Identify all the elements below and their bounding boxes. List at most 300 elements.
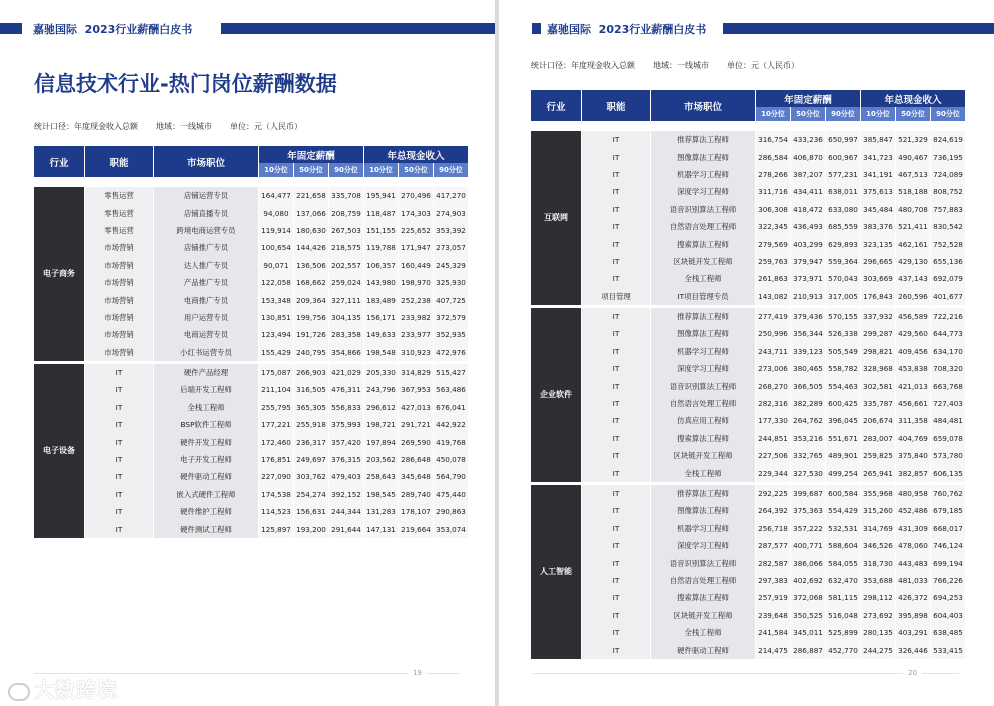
position-cell: 嵌入式硬件工程师 xyxy=(154,486,258,503)
job-cell: IT xyxy=(582,554,650,571)
value-cell: 475,440 xyxy=(434,486,468,503)
table-row xyxy=(531,572,965,589)
value-cell: 450,078 xyxy=(434,451,468,468)
th-position: 市场职位 xyxy=(651,90,755,121)
value-cell: 291,644 xyxy=(329,520,363,537)
value-cell: 322,345 xyxy=(756,218,790,235)
job-cell: IT xyxy=(85,451,153,468)
table-row xyxy=(34,520,468,537)
value-cell: 303,762 xyxy=(294,468,328,485)
value-cell: 151,155 xyxy=(364,222,398,239)
value-cell: 296,612 xyxy=(364,399,398,416)
table-row xyxy=(531,201,965,218)
value-cell: 429,130 xyxy=(896,253,930,270)
value-cell: 94,080 xyxy=(259,204,293,221)
position-cell: 推荐算法工程师 xyxy=(651,308,755,325)
position-cell: 硬件产品经理 xyxy=(154,364,258,381)
value-cell: 746,124 xyxy=(931,537,965,554)
value-cell: 314,769 xyxy=(861,520,895,537)
table-row xyxy=(531,430,965,447)
page-number: 20 xyxy=(903,669,922,677)
position-cell: 全栈工程师 xyxy=(651,464,755,481)
value-cell: 318,730 xyxy=(861,554,895,571)
value-cell: 467,513 xyxy=(896,166,930,183)
value-cell: 472,976 xyxy=(434,344,468,361)
value-cell: 274,903 xyxy=(434,204,468,221)
job-cell: IT xyxy=(85,399,153,416)
value-cell: 396,045 xyxy=(826,412,860,429)
job-cell: IT xyxy=(582,447,650,464)
job-cell: IT xyxy=(582,641,650,658)
position-cell: 全栈工程师 xyxy=(651,270,755,287)
value-cell: 259,763 xyxy=(756,253,790,270)
value-cell: 125,897 xyxy=(259,520,293,537)
value-cell: 273,006 xyxy=(756,360,790,377)
position-cell: 推荐算法工程师 xyxy=(651,131,755,148)
meta-caliber: 统计口径：年度现金收入总额 xyxy=(531,61,635,70)
value-cell: 421,029 xyxy=(329,364,363,381)
value-cell: 123,494 xyxy=(259,326,293,343)
job-cell: 市场营销 xyxy=(85,291,153,308)
value-cell: 372,579 xyxy=(434,309,468,326)
value-cell: 588,604 xyxy=(826,537,860,554)
table-row xyxy=(34,344,468,361)
position-cell: 搜索算法工程师 xyxy=(651,430,755,447)
value-cell: 255,918 xyxy=(294,416,328,433)
value-cell: 353,392 xyxy=(434,222,468,239)
job-cell: IT xyxy=(582,412,650,429)
position-cell: 自然语言处理工程师 xyxy=(651,395,755,412)
th-fixed: 年固定薪酬 xyxy=(259,146,363,163)
value-cell: 298,112 xyxy=(861,589,895,606)
header-brand: 嘉驰国际 xyxy=(547,23,591,36)
value-cell: 199,756 xyxy=(294,309,328,326)
value-cell: 174,538 xyxy=(259,486,293,503)
job-cell: IT xyxy=(582,502,650,519)
value-cell: 268,270 xyxy=(756,377,790,394)
value-cell: 153,348 xyxy=(259,291,293,308)
value-cell: 376,315 xyxy=(329,451,363,468)
value-cell: 824,619 xyxy=(931,131,965,148)
value-cell: 353,688 xyxy=(861,572,895,589)
table-row xyxy=(34,309,468,326)
value-cell: 176,843 xyxy=(861,288,895,305)
position-cell: 图像算法工程师 xyxy=(651,502,755,519)
value-cell: 417,270 xyxy=(434,187,468,204)
value-cell: 352,935 xyxy=(434,326,468,343)
value-cell: 808,752 xyxy=(931,183,965,200)
value-cell: 724,089 xyxy=(931,166,965,183)
th-p10: 10分位 xyxy=(861,107,895,121)
value-cell: 644,773 xyxy=(931,325,965,342)
meta-region: 地域：一线城市 xyxy=(653,61,709,70)
value-cell: 345,484 xyxy=(861,201,895,218)
value-cell: 250,996 xyxy=(756,325,790,342)
value-cell: 480,958 xyxy=(896,485,930,502)
table-row xyxy=(531,288,965,305)
table-row xyxy=(34,486,468,503)
value-cell: 178,107 xyxy=(399,503,433,520)
table-row xyxy=(34,433,468,450)
value-cell: 452,770 xyxy=(826,641,860,658)
value-cell: 261,863 xyxy=(756,270,790,287)
value-cell: 375,840 xyxy=(896,447,930,464)
value-cell: 345,011 xyxy=(791,624,825,641)
value-cell: 489,901 xyxy=(826,447,860,464)
position-cell: 跨境电商运营专员 xyxy=(154,222,258,239)
value-cell: 256,718 xyxy=(756,520,790,537)
value-cell: 346,526 xyxy=(861,537,895,554)
value-cell: 177,221 xyxy=(259,416,293,433)
value-cell: 90,071 xyxy=(259,257,293,274)
value-cell: 119,914 xyxy=(259,222,293,239)
value-cell: 634,170 xyxy=(931,343,965,360)
table-row xyxy=(531,589,965,606)
header-report: 2023行业薪酬白皮书 xyxy=(84,23,193,36)
job-cell: 市场营销 xyxy=(85,257,153,274)
job-cell: IT xyxy=(582,183,650,200)
value-cell: 302,581 xyxy=(861,377,895,394)
table-row xyxy=(531,166,965,183)
value-cell: 244,275 xyxy=(861,641,895,658)
job-cell: 市场营销 xyxy=(85,274,153,291)
table-row xyxy=(34,364,468,381)
position-cell: 搜索算法工程师 xyxy=(651,589,755,606)
position-cell: BSP软件工程师 xyxy=(154,416,258,433)
header-accent-bar xyxy=(532,23,541,34)
table-row xyxy=(531,131,965,148)
position-cell: 区块链开发工程师 xyxy=(651,253,755,270)
table-row xyxy=(531,554,965,571)
th-p10: 10分位 xyxy=(259,163,293,177)
value-cell: 210,913 xyxy=(791,288,825,305)
job-cell: IT xyxy=(85,416,153,433)
value-cell: 337,932 xyxy=(861,308,895,325)
value-cell: 195,941 xyxy=(364,187,398,204)
table-row xyxy=(34,468,468,485)
value-cell: 380,465 xyxy=(791,360,825,377)
position-cell: 深度学习工程师 xyxy=(651,360,755,377)
value-cell: 197,894 xyxy=(364,433,398,450)
value-cell: 556,833 xyxy=(329,399,363,416)
table-body xyxy=(531,121,965,659)
value-cell: 663,768 xyxy=(931,377,965,394)
table-row xyxy=(531,520,965,537)
job-cell: IT xyxy=(582,201,650,218)
table-row xyxy=(531,270,965,287)
value-cell: 532,531 xyxy=(826,520,860,537)
th-fixed: 年固定薪酬 xyxy=(756,90,860,107)
value-cell: 679,185 xyxy=(931,502,965,519)
value-cell: 499,254 xyxy=(826,464,860,481)
job-cell: IT xyxy=(582,253,650,270)
job-cell: IT xyxy=(582,377,650,394)
th-p90: 90分位 xyxy=(434,163,468,177)
table-row xyxy=(531,412,965,429)
value-cell: 353,074 xyxy=(434,520,468,537)
value-cell: 176,851 xyxy=(259,451,293,468)
value-cell: 421,013 xyxy=(896,377,930,394)
value-cell: 229,344 xyxy=(756,464,790,481)
header-title xyxy=(547,21,706,37)
value-cell: 480,708 xyxy=(896,201,930,218)
value-cell: 382,857 xyxy=(896,464,930,481)
value-cell: 198,548 xyxy=(364,344,398,361)
value-cell: 650,997 xyxy=(826,131,860,148)
value-cell: 175,087 xyxy=(259,364,293,381)
value-cell: 273,057 xyxy=(434,239,468,256)
position-cell: 店铺运营专员 xyxy=(154,187,258,204)
value-cell: 221,658 xyxy=(294,187,328,204)
value-cell: 554,429 xyxy=(826,502,860,519)
value-cell: 202,557 xyxy=(329,257,363,274)
table-row xyxy=(34,326,468,343)
salary-table-right xyxy=(530,90,966,659)
value-cell: 206,674 xyxy=(861,412,895,429)
value-cell: 570,043 xyxy=(826,270,860,287)
value-cell: 382,289 xyxy=(791,395,825,412)
value-cell: 564,790 xyxy=(434,468,468,485)
position-cell: 店铺推广专员 xyxy=(154,239,258,256)
value-cell: 373,971 xyxy=(791,270,825,287)
footer-rule xyxy=(533,673,959,674)
value-cell: 521,329 xyxy=(896,131,930,148)
value-cell: 172,460 xyxy=(259,433,293,450)
value-cell: 183,489 xyxy=(364,291,398,308)
table-row xyxy=(531,360,965,377)
job-cell: IT xyxy=(85,503,153,520)
value-cell: 118,487 xyxy=(364,204,398,221)
job-cell: IT xyxy=(85,468,153,485)
value-cell: 191,726 xyxy=(294,326,328,343)
position-cell: 硬件驱动工程师 xyxy=(651,641,755,658)
value-cell: 757,883 xyxy=(931,201,965,218)
value-cell: 476,311 xyxy=(329,381,363,398)
value-cell: 203,562 xyxy=(364,451,398,468)
industry-cell: 人工智能 xyxy=(531,485,581,659)
value-cell: 291,721 xyxy=(399,416,433,433)
value-cell: 100,654 xyxy=(259,239,293,256)
value-cell: 106,357 xyxy=(364,257,398,274)
value-cell: 205,330 xyxy=(364,364,398,381)
job-cell: IT xyxy=(582,464,650,481)
meta-unit: 单位：元（人民币） xyxy=(230,122,302,131)
value-cell: 401,677 xyxy=(931,288,965,305)
position-cell: 深度学习工程师 xyxy=(651,183,755,200)
value-cell: 456,589 xyxy=(896,308,930,325)
value-cell: 433,236 xyxy=(791,131,825,148)
value-cell: 409,456 xyxy=(896,343,930,360)
value-cell: 633,080 xyxy=(826,201,860,218)
salary-table-left xyxy=(33,146,469,538)
value-cell: 335,708 xyxy=(329,187,363,204)
job-cell: IT xyxy=(582,395,650,412)
value-cell: 327,530 xyxy=(791,464,825,481)
value-cell: 570,155 xyxy=(826,308,860,325)
th-p90: 90分位 xyxy=(329,163,363,177)
value-cell: 462,161 xyxy=(896,235,930,252)
position-cell: 推荐算法工程师 xyxy=(651,485,755,502)
job-cell: IT xyxy=(582,537,650,554)
value-cell: 289,740 xyxy=(399,486,433,503)
value-cell: 290,863 xyxy=(434,503,468,520)
table-row xyxy=(34,451,468,468)
table-row xyxy=(34,204,468,221)
job-cell: IT xyxy=(582,325,650,342)
value-cell: 518,188 xyxy=(896,183,930,200)
value-cell: 252,238 xyxy=(399,291,433,308)
value-cell: 168,662 xyxy=(294,274,328,291)
value-cell: 375,993 xyxy=(329,416,363,433)
value-cell: 297,383 xyxy=(756,572,790,589)
value-cell: 379,947 xyxy=(791,253,825,270)
value-cell: 243,796 xyxy=(364,381,398,398)
table-row xyxy=(34,239,468,256)
value-cell: 736,195 xyxy=(931,148,965,165)
value-cell: 655,136 xyxy=(931,253,965,270)
value-cell: 177,330 xyxy=(756,412,790,429)
value-cell: 314,829 xyxy=(399,364,433,381)
value-cell: 515,427 xyxy=(434,364,468,381)
position-cell: 店铺直播专员 xyxy=(154,204,258,221)
th-p50: 50分位 xyxy=(791,107,825,121)
table-row xyxy=(34,187,468,204)
value-cell: 304,135 xyxy=(329,309,363,326)
value-cell: 131,283 xyxy=(364,503,398,520)
value-cell: 258,643 xyxy=(364,468,398,485)
table-row xyxy=(34,222,468,239)
table-row xyxy=(34,416,468,433)
value-cell: 164,477 xyxy=(259,187,293,204)
page-number: 19 xyxy=(408,669,427,677)
value-cell: 233,977 xyxy=(399,326,433,343)
job-cell: 零售运营 xyxy=(85,187,153,204)
value-cell: 387,207 xyxy=(791,166,825,183)
value-cell: 174,303 xyxy=(399,204,433,221)
job-cell: 零售运营 xyxy=(85,222,153,239)
th-total: 年总现金收入 xyxy=(861,90,965,107)
job-cell: IT xyxy=(582,131,650,148)
value-cell: 316,505 xyxy=(294,381,328,398)
value-cell: 577,231 xyxy=(826,166,860,183)
position-cell: 电子开发工程师 xyxy=(154,451,258,468)
meta-unit: 单位：元（人民币） xyxy=(727,61,799,70)
job-cell: 市场营销 xyxy=(85,239,153,256)
table-row xyxy=(531,325,965,342)
table-row xyxy=(531,502,965,519)
position-cell: 自然语言处理工程师 xyxy=(651,218,755,235)
position-cell: 全栈工程师 xyxy=(154,399,258,416)
value-cell: 286,648 xyxy=(399,451,433,468)
value-cell: 385,847 xyxy=(861,131,895,148)
position-cell: 搜索算法工程师 xyxy=(651,235,755,252)
table-row xyxy=(34,399,468,416)
th-job: 职能 xyxy=(582,90,650,121)
job-cell: IT xyxy=(582,308,650,325)
watermark-logo-icon xyxy=(8,683,30,701)
value-cell: 443,483 xyxy=(896,554,930,571)
position-cell: 机器学习工程师 xyxy=(651,520,755,537)
value-cell: 437,143 xyxy=(896,270,930,287)
value-cell: 335,787 xyxy=(861,395,895,412)
table-row xyxy=(531,537,965,554)
value-cell: 323,135 xyxy=(861,235,895,252)
value-cell: 143,980 xyxy=(364,274,398,291)
value-cell: 260,596 xyxy=(896,288,930,305)
value-cell: 830,542 xyxy=(931,218,965,235)
value-cell: 419,768 xyxy=(434,433,468,450)
value-cell: 379,436 xyxy=(791,308,825,325)
value-cell: 283,358 xyxy=(329,326,363,343)
value-cell: 722,216 xyxy=(931,308,965,325)
value-cell: 551,671 xyxy=(826,430,860,447)
table-row xyxy=(531,343,965,360)
value-cell: 600,425 xyxy=(826,395,860,412)
value-cell: 149,633 xyxy=(364,326,398,343)
value-cell: 356,344 xyxy=(791,325,825,342)
value-cell: 452,486 xyxy=(896,502,930,519)
value-cell: 395,898 xyxy=(896,607,930,624)
value-cell: 525,899 xyxy=(826,624,860,641)
value-cell: 429,560 xyxy=(896,325,930,342)
value-cell: 136,506 xyxy=(294,257,328,274)
value-cell: 600,967 xyxy=(826,148,860,165)
watermark xyxy=(8,674,118,703)
value-cell: 573,780 xyxy=(931,447,965,464)
table-row xyxy=(531,218,965,235)
value-cell: 283,007 xyxy=(861,430,895,447)
table-row xyxy=(531,253,965,270)
position-cell: 深度学习工程师 xyxy=(651,537,755,554)
table-row xyxy=(531,148,965,165)
value-cell: 402,692 xyxy=(791,572,825,589)
value-cell: 427,013 xyxy=(399,399,433,416)
value-cell: 239,648 xyxy=(756,607,790,624)
position-cell: 产品推广专员 xyxy=(154,274,258,291)
th-p10: 10分位 xyxy=(364,163,398,177)
header-report: 2023行业薪酬白皮书 xyxy=(598,23,707,36)
job-cell: IT xyxy=(582,572,650,589)
job-cell: IT xyxy=(582,360,650,377)
value-cell: 208,759 xyxy=(329,204,363,221)
value-cell: 404,769 xyxy=(896,430,930,447)
value-cell: 264,392 xyxy=(756,502,790,519)
position-cell: 后端开发工程师 xyxy=(154,381,258,398)
value-cell: 699,194 xyxy=(931,554,965,571)
value-cell: 431,309 xyxy=(896,520,930,537)
value-cell: 122,058 xyxy=(259,274,293,291)
value-cell: 155,429 xyxy=(259,344,293,361)
value-cell: 227,506 xyxy=(756,447,790,464)
job-cell: IT xyxy=(582,607,650,624)
value-cell: 198,721 xyxy=(364,416,398,433)
job-cell: IT xyxy=(582,430,650,447)
value-cell: 244,851 xyxy=(756,430,790,447)
industry-cell: 企业软件 xyxy=(531,308,581,482)
header-bar xyxy=(723,23,994,34)
position-cell: 自然语言处理工程师 xyxy=(651,572,755,589)
table-row xyxy=(531,235,965,252)
value-cell: 505,549 xyxy=(826,343,860,360)
meta-caliber: 统计口径：年度现金收入总额 xyxy=(34,122,138,131)
value-cell: 286,887 xyxy=(791,641,825,658)
value-cell: 282,587 xyxy=(756,554,790,571)
value-cell: 156,171 xyxy=(364,309,398,326)
value-cell: 632,470 xyxy=(826,572,860,589)
value-cell: 317,005 xyxy=(826,288,860,305)
value-cell: 403,291 xyxy=(896,624,930,641)
value-cell: 270,496 xyxy=(399,187,433,204)
